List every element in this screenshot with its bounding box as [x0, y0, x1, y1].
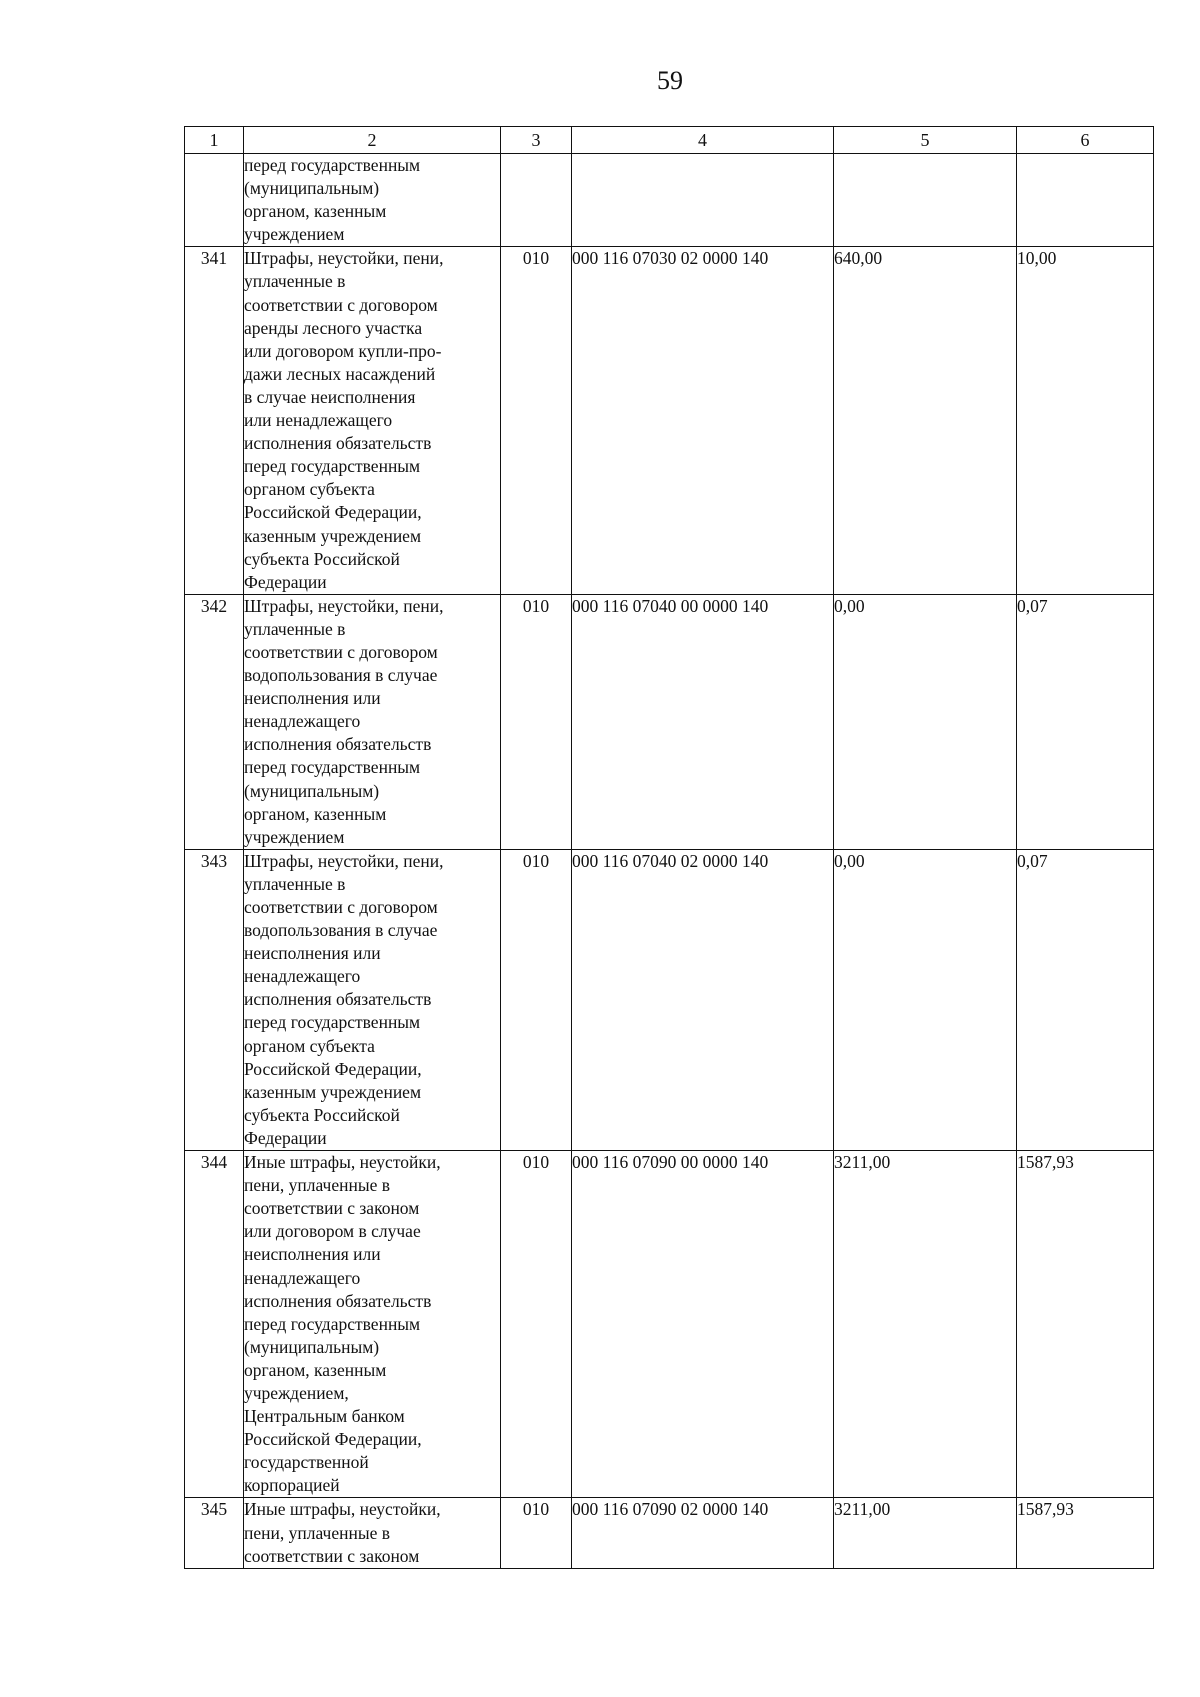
row-name: Штрафы, неустойки, пени, уплаченные в соответствии с договором водопользования в случае неисполнения или ненадлежащего исполнения обязательств перед государственным (муниципальным) органом, казенным учреждением [244, 594, 501, 849]
row-code [501, 154, 572, 247]
row-kbk [572, 154, 834, 247]
row-name: Штрафы, неустойки, пени, уплаченные в соответствии с договором водопользования в случае неисполнения или ненадлежащего исполнения обязательств перед государственным органом субъекта Российской Федерации, казенным учреждением субъекта Российской Федерации [244, 849, 501, 1150]
row-value-6: 0,07 [1017, 594, 1154, 849]
table-row [185, 247, 1154, 594]
row-number: 341 [185, 247, 244, 594]
budget-table [184, 126, 1154, 1569]
row-number: 342 [185, 594, 244, 849]
row-code: 010 [501, 1151, 572, 1498]
row-number: 345 [185, 1498, 244, 1568]
row-value-5: 0,00 [834, 594, 1017, 849]
row-value-6: 0,07 [1017, 849, 1154, 1150]
page-number: 59 [657, 66, 683, 95]
header-col-3: 3 [501, 127, 572, 154]
header-col-5: 5 [834, 127, 1017, 154]
row-name: Штрафы, неустойки, пени, уплаченные в соответствии с договором аренды лесного участка или договором купли-про- дажи лесных насаждений в случае неисполнения или ненадлежащего исполнения обязательств перед государственным органом субъекта Российской Федерации, казенным учреждением субъекта Российской Федерации [244, 247, 501, 594]
row-value-6: 10,00 [1017, 247, 1154, 594]
row-name: Иные штрафы, неустойки, пени, уплаченные в соответствии с законом [244, 1498, 501, 1568]
row-number [185, 154, 244, 247]
row-code: 010 [501, 1498, 572, 1568]
row-kbk: 000 116 07030 02 0000 140 [572, 247, 834, 594]
row-value-5 [834, 154, 1017, 247]
header-col-4: 4 [572, 127, 834, 154]
header-col-2: 2 [244, 127, 501, 154]
row-value-5: 640,00 [834, 247, 1017, 594]
row-kbk: 000 116 07040 02 0000 140 [572, 849, 834, 1150]
row-value-5: 3211,00 [834, 1498, 1017, 1568]
header-row [185, 127, 1154, 154]
row-name: перед государственным (муниципальным) органом, казенным учреждением [244, 154, 501, 247]
row-value-6: 1587,93 [1017, 1498, 1154, 1568]
row-code: 010 [501, 594, 572, 849]
table-row [185, 1498, 1154, 1568]
table-row [185, 1151, 1154, 1498]
table-row [185, 594, 1154, 849]
header-col-1: 1 [185, 127, 244, 154]
row-number: 344 [185, 1151, 244, 1498]
row-name: Иные штрафы, неустойки, пени, уплаченные в соответствии с законом или договором в случае неисполнения или ненадлежащего исполнения обязательств перед государственным (муниципальным) органом, казенным учреждением, Центральным банком Российской Федерации, государственной корпорацией [244, 1151, 501, 1498]
row-value-5: 3211,00 [834, 1151, 1017, 1498]
row-value-6: 1587,93 [1017, 1151, 1154, 1498]
table-body [185, 154, 1154, 1569]
row-value-5: 0,00 [834, 849, 1017, 1150]
table-row [185, 849, 1154, 1150]
header-col-6: 6 [1017, 127, 1154, 154]
row-kbk: 000 116 07090 02 0000 140 [572, 1498, 834, 1568]
table-row [185, 154, 1154, 247]
row-number: 343 [185, 849, 244, 1150]
row-code: 010 [501, 849, 572, 1150]
row-kbk: 000 116 07040 00 0000 140 [572, 594, 834, 849]
row-kbk: 000 116 07090 00 0000 140 [572, 1151, 834, 1498]
row-code: 010 [501, 247, 572, 594]
table-header [185, 127, 1154, 154]
row-value-6 [1017, 154, 1154, 247]
